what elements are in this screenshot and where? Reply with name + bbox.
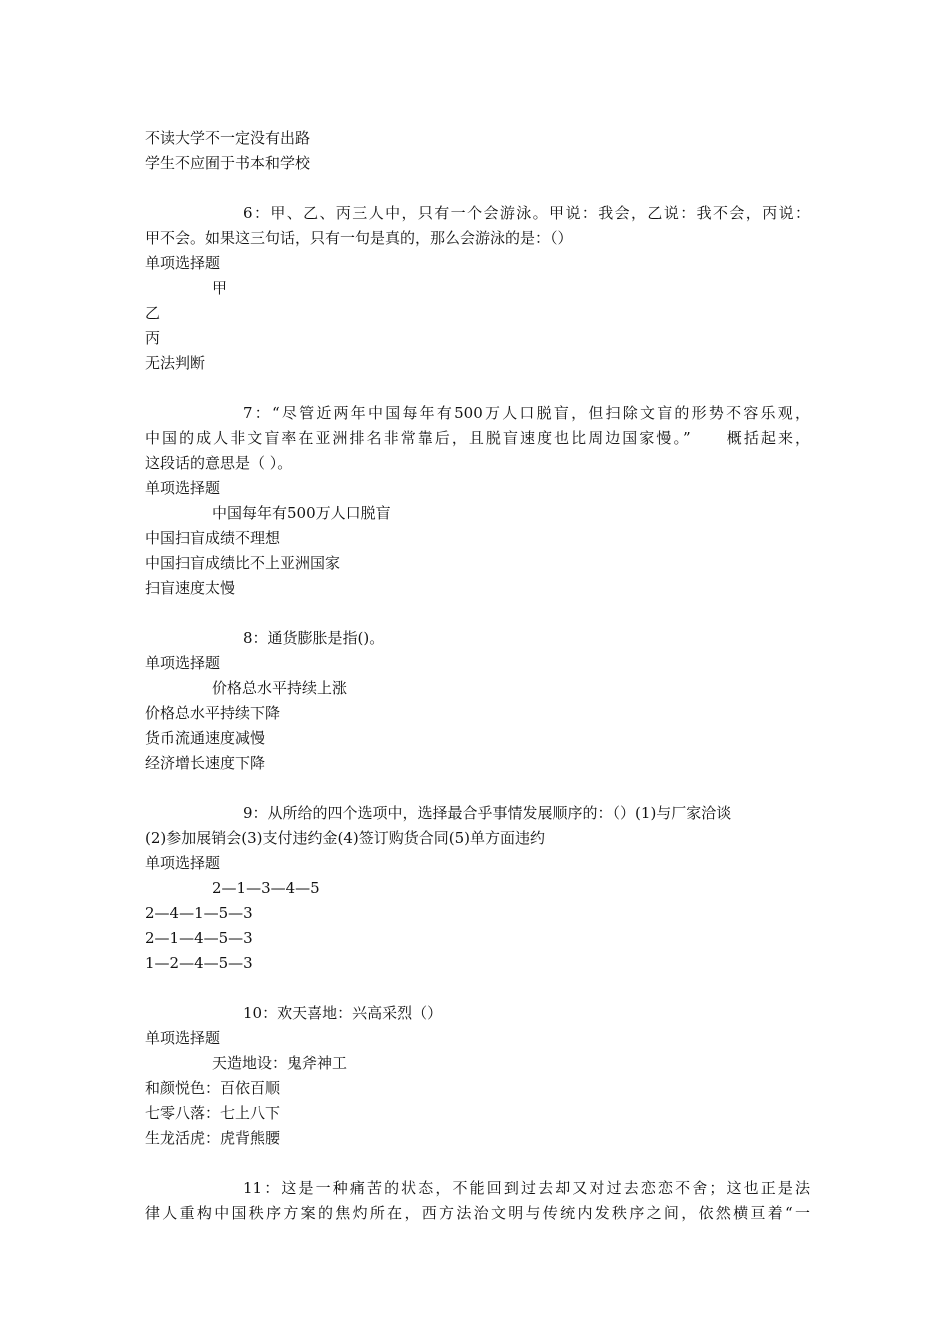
document-page: [145, 126, 810, 1226]
option-b: 2—4—1—5—3: [145, 904, 253, 922]
question-10: [145, 1001, 810, 1151]
question-text: 甲不会。如果这三句话，只有一句是真的，那么会游泳的是：（）: [145, 229, 573, 247]
option-a: 甲: [212, 279, 228, 297]
question-type: 单项选择题: [145, 654, 221, 672]
question-text: 7：“尽管近两年中国每年有500万人口脱盲，但扫除文盲的形势不容乐观，: [243, 404, 810, 422]
question-text: 律人重构中国秩序方案的焦灼所在，西方法治文明与传统内发秩序之间，依然横亘着“一: [145, 1204, 810, 1222]
question-text: (2)参加展销会(3)支付违约金(4)签订购货合同(5)单方面违约: [145, 829, 545, 847]
question-text: 9：从所给的四个选项中，选择最合乎事情发展顺序的：（）(1)与厂家洽谈: [243, 804, 732, 822]
option-a: 天造地设：鬼斧神工: [212, 1054, 348, 1072]
option-c: 丙: [145, 329, 161, 347]
question-text: 中国的成人非文盲率在亚洲排名非常靠后，且脱盲速度也比周边国家慢。” 概括起来，: [145, 429, 810, 447]
option-c: 中国扫盲成绩比不上亚洲国家: [145, 554, 341, 572]
question-text: 11：这是一种痛苦的状态，不能回到过去却又对过去恋恋不舍；这也正是法: [243, 1179, 810, 1197]
question-type: 单项选择题: [145, 1029, 221, 1047]
option-b: 中国扫盲成绩不理想: [145, 529, 281, 547]
question-11: [145, 1176, 810, 1226]
question-type: 单项选择题: [145, 254, 221, 272]
question-7: [145, 401, 810, 601]
option-d: 1—2—4—5—3: [145, 954, 253, 972]
option-d: 无法判断: [145, 354, 206, 372]
option-b: 和颜悦色：百依百顺: [145, 1079, 281, 1097]
option-c: 七零八落：七上八下: [145, 1104, 281, 1122]
option-a: 中国每年有500万人口脱盲: [212, 504, 391, 522]
question-text: 6：甲、乙、丙三人中，只有一个会游泳。甲说：我会，乙说：我不会，丙说：: [243, 204, 810, 222]
intro-line: 学生不应囿于书本和学校: [145, 154, 311, 172]
option-c: 2—1—4—5—3: [145, 929, 253, 947]
question-type: 单项选择题: [145, 479, 221, 497]
intro-block: [145, 126, 810, 176]
option-a: 价格总水平持续上涨: [212, 679, 348, 697]
question-text: 这段话的意思是（ ）。: [145, 454, 293, 472]
question-text: 10：欢天喜地：兴高采烈（）: [243, 1004, 443, 1022]
option-d: 经济增长速度下降: [145, 754, 266, 772]
option-c: 货币流通速度减慢: [145, 729, 266, 747]
option-d: 生龙活虎：虎背熊腰: [145, 1129, 281, 1147]
option-b: 乙: [145, 304, 161, 322]
option-a: 2—1—3—4—5: [212, 879, 320, 897]
question-6: [145, 201, 810, 376]
option-b: 价格总水平持续下降: [145, 704, 281, 722]
option-d: 扫盲速度太慢: [145, 579, 236, 597]
question-8: [145, 626, 810, 776]
intro-line: 不读大学不一定没有出路: [145, 129, 311, 147]
question-text: 8：通货膨胀是指()。: [243, 629, 385, 647]
question-type: 单项选择题: [145, 854, 221, 872]
question-9: [145, 801, 810, 976]
